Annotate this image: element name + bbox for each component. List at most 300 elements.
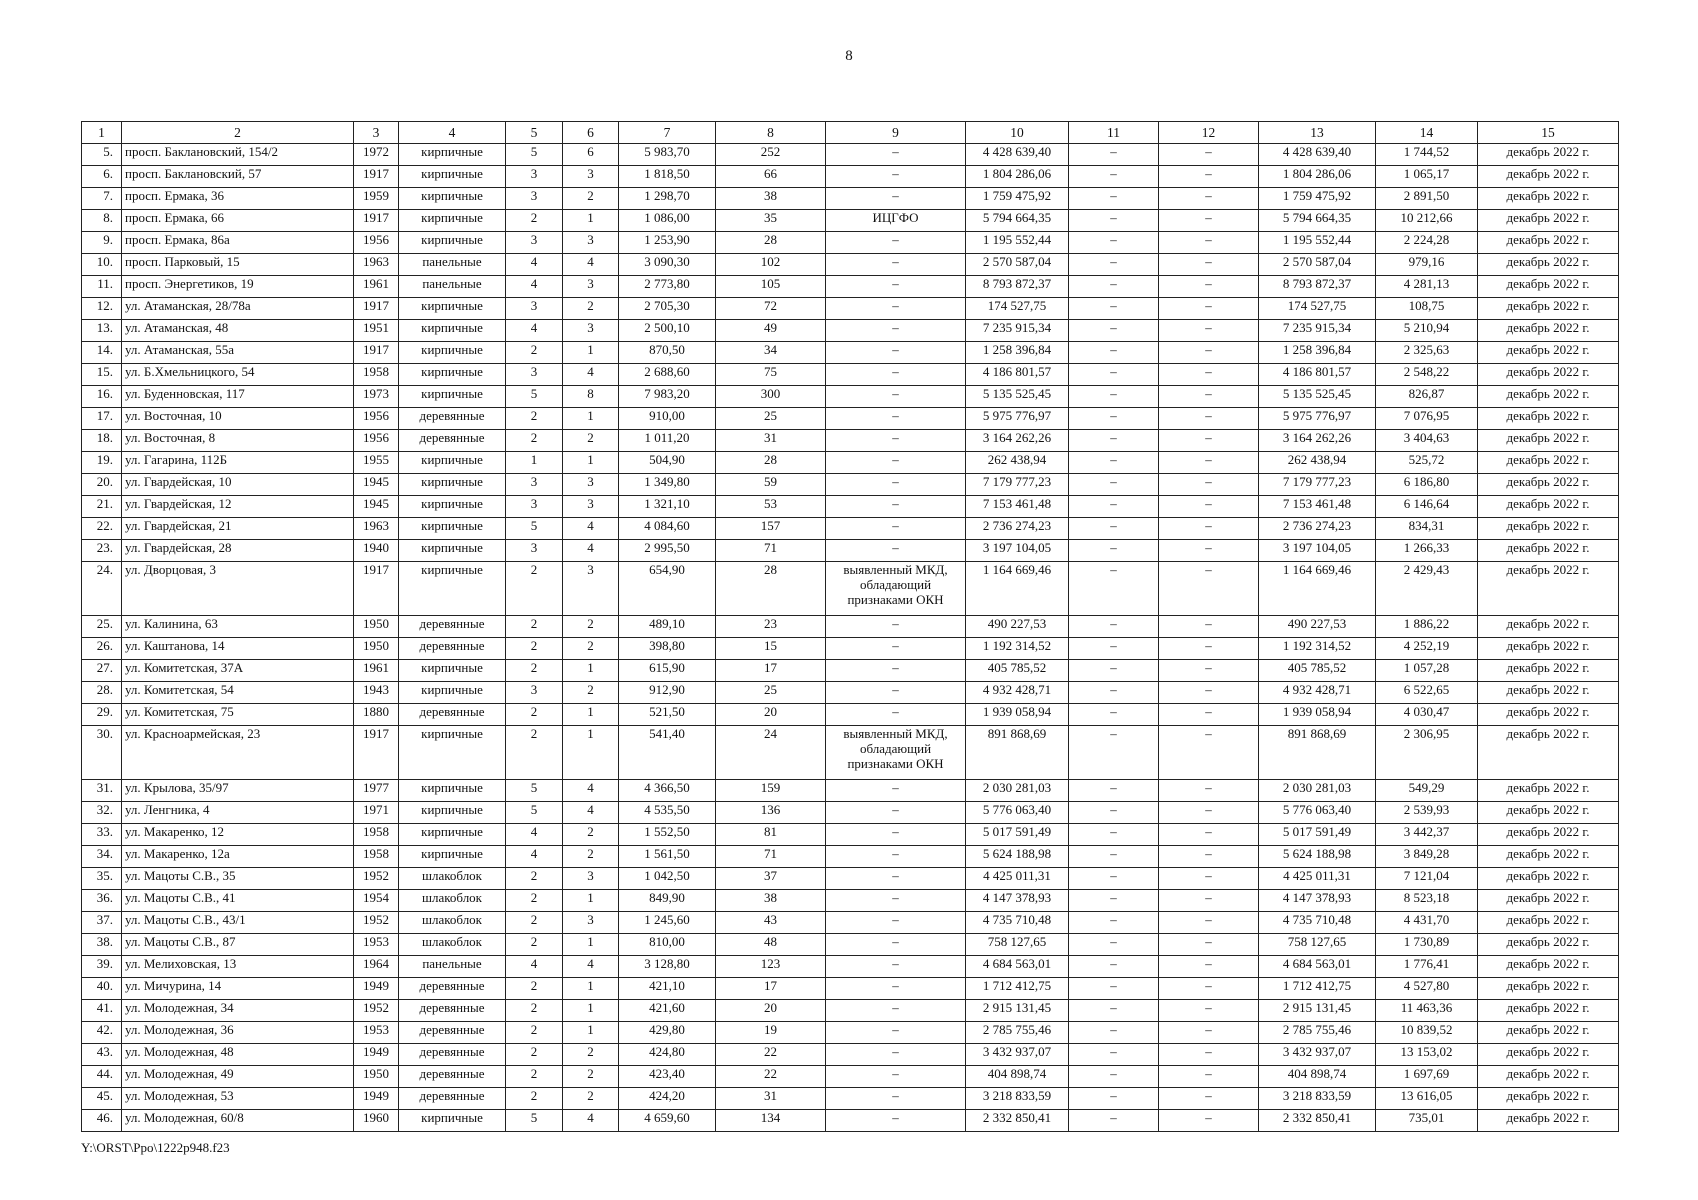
header-cell: 1	[82, 122, 122, 144]
table-cell: 4 186 801,57	[966, 364, 1069, 386]
table-cell: –	[826, 364, 966, 386]
table-cell: 1945	[354, 496, 399, 518]
table-cell: –	[1159, 144, 1259, 166]
table-cell: –	[1159, 1000, 1259, 1022]
table-cell: 12.	[82, 298, 122, 320]
table-cell: 2	[506, 726, 563, 780]
table-cell: 4 428 639,40	[1259, 144, 1376, 166]
table-cell: –	[826, 934, 966, 956]
table-cell: 4 366,50	[619, 780, 716, 802]
table-cell: 6	[563, 144, 619, 166]
table-cell: 1 195 552,44	[966, 232, 1069, 254]
table-cell: 1950	[354, 1066, 399, 1088]
table-cell: 1973	[354, 386, 399, 408]
table-cell: ул. Буденновская, 117	[122, 386, 354, 408]
table-cell: –	[826, 232, 966, 254]
table-cell: 2	[563, 846, 619, 868]
table-cell: 17.	[82, 408, 122, 430]
table-cell: 3	[506, 496, 563, 518]
table-cell: 4 147 378,93	[1259, 890, 1376, 912]
table-cell: 1 258 396,84	[1259, 342, 1376, 364]
table-cell: –	[1159, 682, 1259, 704]
table-cell: 4	[563, 802, 619, 824]
table-cell: –	[1159, 210, 1259, 232]
table-cell: ул. Атаманская, 48	[122, 320, 354, 342]
table-cell: 1940	[354, 540, 399, 562]
table-cell: –	[1069, 408, 1159, 430]
table-cell: 108,75	[1376, 298, 1478, 320]
table-cell: 15	[716, 638, 826, 660]
table-cell: 1917	[354, 166, 399, 188]
table-cell: –	[1069, 616, 1159, 638]
table-row	[82, 868, 1619, 890]
table-cell: 1 561,50	[619, 846, 716, 868]
table-cell: 7 076,95	[1376, 408, 1478, 430]
table-cell: –	[1069, 540, 1159, 562]
table-cell: 13 616,05	[1376, 1088, 1478, 1110]
table-cell: 4 932 428,71	[966, 682, 1069, 704]
table-cell: 7 179 777,23	[966, 474, 1069, 496]
table-cell: ул. Мацоты С.В., 43/1	[122, 912, 354, 934]
table-cell: кирпичные	[399, 210, 506, 232]
table-cell: кирпичные	[399, 166, 506, 188]
table-cell: ул. Гвардейская, 21	[122, 518, 354, 540]
table-cell: 404 898,74	[966, 1066, 1069, 1088]
table-cell: 404 898,74	[1259, 1066, 1376, 1088]
table-cell: –	[1159, 978, 1259, 1000]
table-cell: –	[1159, 452, 1259, 474]
table-cell: 3 128,80	[619, 956, 716, 978]
table-cell: –	[826, 1110, 966, 1132]
table-cell: 1 298,70	[619, 188, 716, 210]
table-cell: –	[1069, 1088, 1159, 1110]
table-row	[82, 166, 1619, 188]
table-cell: 4 431,70	[1376, 912, 1478, 934]
table-cell: 1917	[354, 210, 399, 232]
table-cell: –	[1159, 408, 1259, 430]
table-row	[82, 1110, 1619, 1132]
table-cell: –	[1159, 562, 1259, 616]
table-cell: 6.	[82, 166, 122, 188]
table-cell: кирпичные	[399, 298, 506, 320]
table-row	[82, 144, 1619, 166]
table-cell: 2	[506, 890, 563, 912]
table-cell: 35	[716, 210, 826, 232]
header-cell: 14	[1376, 122, 1478, 144]
table-cell: –	[1159, 188, 1259, 210]
table-cell: 4 030,47	[1376, 704, 1478, 726]
table-cell: –	[826, 386, 966, 408]
table-cell: –	[1159, 704, 1259, 726]
table-cell: –	[826, 320, 966, 342]
table-cell: –	[1159, 912, 1259, 934]
table-cell: ул. Молодежная, 60/8	[122, 1110, 354, 1132]
table-cell: 21.	[82, 496, 122, 518]
table-cell: 2 332 850,41	[1259, 1110, 1376, 1132]
table-cell: 4 252,19	[1376, 638, 1478, 660]
table-cell: 3	[506, 474, 563, 496]
table-cell: 1958	[354, 824, 399, 846]
table-row	[82, 386, 1619, 408]
table-row	[82, 1000, 1619, 1022]
table-cell: –	[826, 474, 966, 496]
table-cell: 38.	[82, 934, 122, 956]
table-cell: деревянные	[399, 616, 506, 638]
table-cell: –	[1069, 276, 1159, 298]
table-cell: 31	[716, 1088, 826, 1110]
table-cell: –	[1159, 1044, 1259, 1066]
table-cell: 49	[716, 320, 826, 342]
table-cell: ул. Красноармейская, 23	[122, 726, 354, 780]
table-cell: 4 281,13	[1376, 276, 1478, 298]
table-cell: 3 164 262,26	[1259, 430, 1376, 452]
table-cell: 1 042,50	[619, 868, 716, 890]
table-cell: –	[1159, 496, 1259, 518]
table-cell: 2	[506, 1044, 563, 1066]
table-cell: –	[1159, 780, 1259, 802]
table-cell: 3	[563, 320, 619, 342]
table-cell: кирпичные	[399, 660, 506, 682]
table-cell: кирпичные	[399, 518, 506, 540]
table-cell: ул. Калинина, 63	[122, 616, 354, 638]
table-cell: –	[1159, 320, 1259, 342]
table-cell: 22.	[82, 518, 122, 540]
table-cell: 1972	[354, 144, 399, 166]
table-cell: кирпичные	[399, 144, 506, 166]
table-row	[82, 188, 1619, 210]
table-cell: 1950	[354, 616, 399, 638]
table-row	[82, 956, 1619, 978]
table-cell: 405 785,52	[966, 660, 1069, 682]
table-cell: 2	[506, 210, 563, 232]
table-cell: –	[1069, 298, 1159, 320]
table-cell: –	[1159, 846, 1259, 868]
table-cell: 5 975 776,97	[966, 408, 1069, 430]
table-cell: 3	[563, 496, 619, 518]
table-cell: 20	[716, 1000, 826, 1022]
table-cell: –	[826, 868, 966, 890]
table-cell: ул. Мацоты С.В., 41	[122, 890, 354, 912]
table-cell: декабрь 2022 г.	[1478, 298, 1619, 320]
table-cell: 1952	[354, 912, 399, 934]
table-cell: декабрь 2022 г.	[1478, 210, 1619, 232]
table-cell: 7.	[82, 188, 122, 210]
table-cell: 174 527,75	[966, 298, 1069, 320]
table-cell: декабрь 2022 г.	[1478, 868, 1619, 890]
table-cell: декабрь 2022 г.	[1478, 616, 1619, 638]
table-cell: декабрь 2022 г.	[1478, 540, 1619, 562]
table-cell: 2	[563, 430, 619, 452]
table-cell: 4 186 801,57	[1259, 364, 1376, 386]
table-cell: 1964	[354, 956, 399, 978]
table-cell: 34.	[82, 846, 122, 868]
table-cell: 4	[563, 956, 619, 978]
table-cell: 7 121,04	[1376, 868, 1478, 890]
header-cell: 11	[1069, 122, 1159, 144]
table-row	[82, 562, 1619, 616]
table-cell: декабрь 2022 г.	[1478, 518, 1619, 540]
table-cell: 17	[716, 660, 826, 682]
table-cell: 3	[506, 682, 563, 704]
table-cell: 1880	[354, 704, 399, 726]
table-cell: –	[1069, 1022, 1159, 1044]
table-cell: 13 153,02	[1376, 1044, 1478, 1066]
table-cell: ул. Комитетская, 54	[122, 682, 354, 704]
table-cell: 3	[506, 540, 563, 562]
table-cell: 979,16	[1376, 254, 1478, 276]
table-cell: 1	[563, 660, 619, 682]
table-cell: –	[1069, 166, 1159, 188]
table-cell: 2 736 274,23	[1259, 518, 1376, 540]
table-cell: 1943	[354, 682, 399, 704]
table-cell: декабрь 2022 г.	[1478, 1000, 1619, 1022]
table-cell: 4 084,60	[619, 518, 716, 540]
table-cell: декабрь 2022 г.	[1478, 912, 1619, 934]
table-row	[82, 1022, 1619, 1044]
table-cell: 1961	[354, 660, 399, 682]
table-cell: декабрь 2022 г.	[1478, 430, 1619, 452]
table-cell: декабрь 2022 г.	[1478, 824, 1619, 846]
table-cell: –	[1069, 188, 1159, 210]
table-row	[82, 430, 1619, 452]
table-cell: ул. Каштанова, 14	[122, 638, 354, 660]
table-cell: 19	[716, 1022, 826, 1044]
table-cell: 2 785 755,46	[1259, 1022, 1376, 1044]
table-cell: 8 793 872,37	[966, 276, 1069, 298]
table-cell: 13.	[82, 320, 122, 342]
table-cell: ул. Гвардейская, 12	[122, 496, 354, 518]
table-cell: 11.	[82, 276, 122, 298]
table-cell: кирпичные	[399, 780, 506, 802]
table-cell: –	[826, 452, 966, 474]
table-cell: 30.	[82, 726, 122, 780]
table-cell: декабрь 2022 г.	[1478, 802, 1619, 824]
table-cell: 66	[716, 166, 826, 188]
table-cell: 23	[716, 616, 826, 638]
table-cell: 1 192 314,52	[1259, 638, 1376, 660]
table-cell: 525,72	[1376, 452, 1478, 474]
table-cell: выявленный МКД, обладающий признаками ОКН	[826, 726, 966, 780]
table-cell: –	[1069, 824, 1159, 846]
table-cell: 3	[506, 232, 563, 254]
table-row	[82, 276, 1619, 298]
table-cell: –	[1069, 912, 1159, 934]
table-row	[82, 704, 1619, 726]
table-cell: –	[826, 298, 966, 320]
table-cell: 1959	[354, 188, 399, 210]
table-cell: 4 735 710,48	[966, 912, 1069, 934]
table-cell: –	[1159, 342, 1259, 364]
table-cell: 6 522,65	[1376, 682, 1478, 704]
table-cell: 5 776 063,40	[1259, 802, 1376, 824]
table-cell: 1 086,00	[619, 210, 716, 232]
table-cell: –	[1069, 562, 1159, 616]
table-cell: –	[1069, 232, 1159, 254]
header-cell: 3	[354, 122, 399, 144]
table-cell: 3 090,30	[619, 254, 716, 276]
table-cell: декабрь 2022 г.	[1478, 496, 1619, 518]
table-cell: 3	[563, 232, 619, 254]
table-cell: 3 197 104,05	[966, 540, 1069, 562]
table-cell: 28	[716, 562, 826, 616]
table-cell: –	[1159, 1110, 1259, 1132]
table-cell: –	[826, 1066, 966, 1088]
table-cell: 3	[563, 166, 619, 188]
table-cell: 1	[506, 452, 563, 474]
table-cell: кирпичные	[399, 846, 506, 868]
table-cell: –	[826, 824, 966, 846]
table-cell: 1953	[354, 934, 399, 956]
table-cell: деревянные	[399, 408, 506, 430]
table-cell: 423,40	[619, 1066, 716, 1088]
table-cell: 37.	[82, 912, 122, 934]
table-cell: 1 164 669,46	[966, 562, 1069, 616]
table-row	[82, 298, 1619, 320]
table-cell: декабрь 2022 г.	[1478, 364, 1619, 386]
table-cell: –	[1069, 1044, 1159, 1066]
table-cell: 3	[506, 188, 563, 210]
table-cell: 3	[506, 298, 563, 320]
table-cell: панельные	[399, 956, 506, 978]
table-cell: декабрь 2022 г.	[1478, 276, 1619, 298]
table-cell: ул. Макаренко, 12	[122, 824, 354, 846]
table-cell: –	[826, 276, 966, 298]
table-cell: 123	[716, 956, 826, 978]
table-cell: 1949	[354, 1044, 399, 1066]
table-cell: 1949	[354, 1088, 399, 1110]
table-cell: –	[1069, 364, 1159, 386]
table-row	[82, 824, 1619, 846]
table-cell: –	[826, 342, 966, 364]
table-cell: 4 428 639,40	[966, 144, 1069, 166]
table-cell: кирпичные	[399, 474, 506, 496]
table-cell: 2	[563, 638, 619, 660]
table-cell: 1950	[354, 638, 399, 660]
table-cell: 1	[563, 1000, 619, 1022]
table-cell: 1 164 669,46	[1259, 562, 1376, 616]
table-cell: –	[1069, 956, 1159, 978]
table-cell: 3	[563, 562, 619, 616]
table-cell: 7 153 461,48	[1259, 496, 1376, 518]
table-cell: 19.	[82, 452, 122, 474]
table-cell: просп. Ермака, 86а	[122, 232, 354, 254]
table-cell: 1954	[354, 890, 399, 912]
table-cell: 3 404,63	[1376, 430, 1478, 452]
table-cell: 38	[716, 188, 826, 210]
table-cell: кирпичные	[399, 452, 506, 474]
table-cell: –	[1069, 474, 1159, 496]
table-cell: 870,50	[619, 342, 716, 364]
table-cell: декабрь 2022 г.	[1478, 1110, 1619, 1132]
table-cell: 4	[563, 518, 619, 540]
table-cell: –	[1069, 846, 1159, 868]
table-cell: 1 552,50	[619, 824, 716, 846]
table-cell: 490 227,53	[966, 616, 1069, 638]
table-cell: –	[1159, 232, 1259, 254]
table-cell: 71	[716, 846, 826, 868]
table-cell: 4	[563, 364, 619, 386]
table-cell: 3	[506, 166, 563, 188]
header-cell: 6	[563, 122, 619, 144]
table-cell: 7 235 915,34	[966, 320, 1069, 342]
table-cell: 1956	[354, 232, 399, 254]
table-cell: 1958	[354, 846, 399, 868]
header-cell: 7	[619, 122, 716, 144]
table-cell: 36.	[82, 890, 122, 912]
table-cell: ул. Гвардейская, 10	[122, 474, 354, 496]
table-row	[82, 890, 1619, 912]
table-cell: 1952	[354, 1000, 399, 1022]
table-cell: 41.	[82, 1000, 122, 1022]
table-cell: 20.	[82, 474, 122, 496]
table-cell: 1917	[354, 726, 399, 780]
header-cell: 4	[399, 122, 506, 144]
table-cell: декабрь 2022 г.	[1478, 780, 1619, 802]
table-cell: 5	[506, 802, 563, 824]
table-cell: 3 442,37	[1376, 824, 1478, 846]
table-cell: –	[1069, 802, 1159, 824]
table-cell: 10.	[82, 254, 122, 276]
table-cell: декабрь 2022 г.	[1478, 704, 1619, 726]
table-cell: декабрь 2022 г.	[1478, 188, 1619, 210]
table-cell: 6 186,80	[1376, 474, 1478, 496]
table-cell: 424,20	[619, 1088, 716, 1110]
table-cell: 4 425 011,31	[1259, 868, 1376, 890]
table-row	[82, 978, 1619, 1000]
table-cell: –	[1159, 1022, 1259, 1044]
table-cell: ул. Атаманская, 55а	[122, 342, 354, 364]
table-cell: 2	[506, 430, 563, 452]
table-cell: 2 736 274,23	[966, 518, 1069, 540]
table-cell: деревянные	[399, 1022, 506, 1044]
table-cell: 1 939 058,94	[1259, 704, 1376, 726]
table-cell: кирпичные	[399, 682, 506, 704]
table-cell: –	[1159, 364, 1259, 386]
table-cell: 43.	[82, 1044, 122, 1066]
table-cell: –	[826, 1088, 966, 1110]
table-cell: –	[1069, 704, 1159, 726]
table-cell: –	[1159, 890, 1259, 912]
table-cell: 2	[506, 660, 563, 682]
table-cell: декабрь 2022 г.	[1478, 726, 1619, 780]
table-cell: 174 527,75	[1259, 298, 1376, 320]
table-cell: 1	[563, 408, 619, 430]
table-cell: 4	[506, 320, 563, 342]
table-cell: 1	[563, 1022, 619, 1044]
table-cell: 4	[506, 276, 563, 298]
table-cell: 5 794 664,35	[1259, 210, 1376, 232]
table-cell: 2	[506, 1088, 563, 1110]
table-cell: 2	[506, 1066, 563, 1088]
table-cell: декабрь 2022 г.	[1478, 638, 1619, 660]
table-cell: 4 425 011,31	[966, 868, 1069, 890]
table-cell: 4 527,80	[1376, 978, 1478, 1000]
table-cell: 33.	[82, 824, 122, 846]
table-cell: 1 939 058,94	[966, 704, 1069, 726]
table-cell: кирпичные	[399, 726, 506, 780]
table-cell: 1 349,80	[619, 474, 716, 496]
table-cell: 53	[716, 496, 826, 518]
table-cell: кирпичные	[399, 364, 506, 386]
table-cell: 25	[716, 408, 826, 430]
table-cell: 5 624 188,98	[1259, 846, 1376, 868]
table-cell: 424,80	[619, 1044, 716, 1066]
table-cell: –	[1069, 682, 1159, 704]
table-cell: 5	[506, 144, 563, 166]
table-cell: 22	[716, 1044, 826, 1066]
table-cell: –	[826, 956, 966, 978]
table-cell: 1 065,17	[1376, 166, 1478, 188]
